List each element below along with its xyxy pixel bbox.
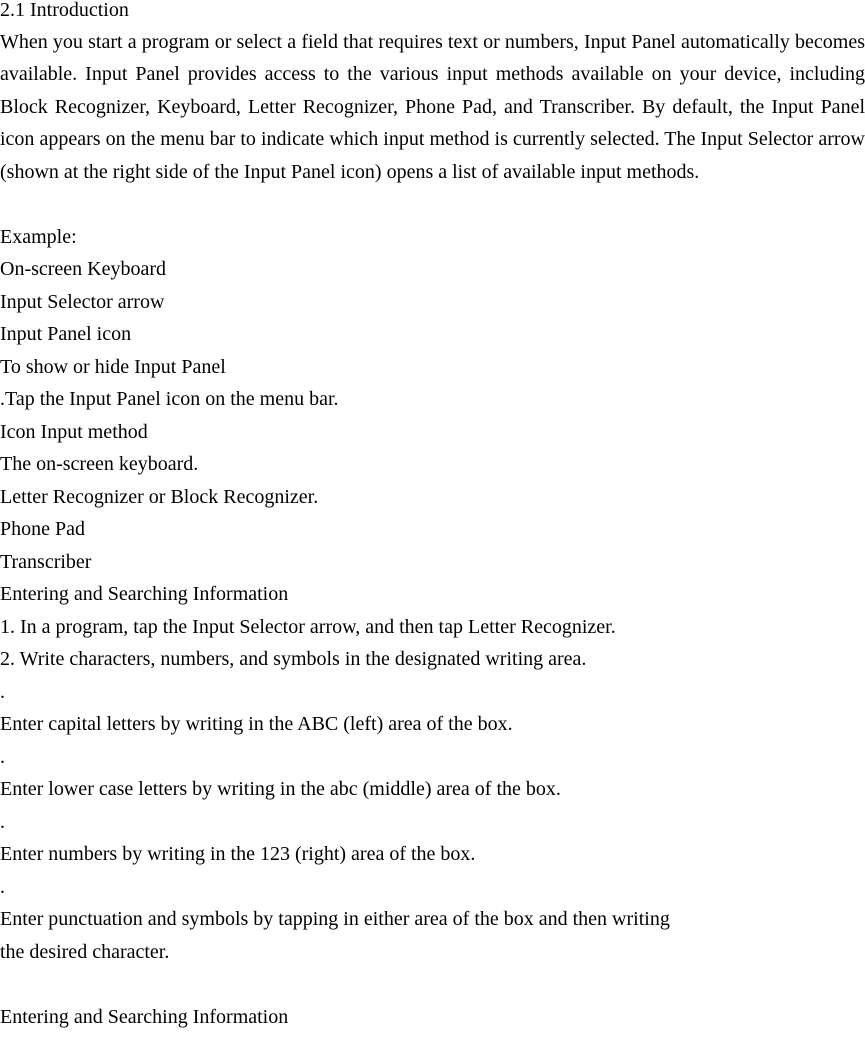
text-line-show-hide-heading: To show or hide Input Panel — [0, 355, 226, 378]
text-line-tap-instruction: .Tap the Input Panel icon on the menu bar. — [0, 388, 339, 410]
text-line-onscreen-keyboard: On-screen Keyboard — [0, 258, 167, 280]
text-line-phone-pad: Phone Pad — [0, 518, 85, 540]
intro-paragraph: When you start a program or select a field that requires text or numbers, Input Panel automatically becomes available. Input Panel provides access to the various input methods available on your device, including Block Recognizer, Keyboard, Letter Recognizer, Phone Pad, and Transcriber. By default, the Input Panel icon appears on the menu bar to indicate which input method is currently selected. The Input Selector arrow (shown at the right side of the Input Panel icon) opens a list of available input methods. — [0, 30, 865, 183]
step-2: 2. Write characters, numbers, and symbols in the designated writing area. — [0, 648, 587, 670]
text-line-lower-case: Enter lower case letters by writing in the abc (middle) area of the box. — [0, 778, 561, 800]
text-line-input-selector-arrow: Input Selector arrow — [0, 290, 165, 313]
text-line-punctuation: Enter punctuation and symbols by tapping in either area of the box and then writing — [0, 908, 670, 930]
text-line-recognizer-desc: Letter Recognizer or Block Recognizer. — [0, 485, 319, 508]
bullet-marker: . — [0, 745, 5, 768]
section-title: 2.1 Introduction — [0, 0, 129, 21]
text-line-capital-letters: Enter capital letters by writing in the ABC (left) area of the box. — [0, 713, 513, 735]
text-line-numbers: Enter numbers by writing in the 123 (right) area of the box. — [0, 843, 476, 865]
blank-line — [0, 968, 865, 1001]
step-1: 1. In a program, tap the Input Selector arrow, and then tap Letter Recognizer. — [0, 615, 616, 638]
text-line-input-panel-icon: Input Panel icon — [0, 323, 132, 345]
bullet-marker: . — [0, 810, 5, 833]
footer-heading: Entering and Searching Information — [0, 1005, 289, 1028]
bullet-marker: . — [0, 680, 5, 703]
example-label: Example: — [0, 225, 77, 248]
text-line-punctuation-cont: the desired character. — [0, 940, 170, 963]
bullet-marker: . — [0, 875, 5, 898]
blank-line — [0, 188, 865, 221]
subsection-heading: Entering and Searching Information — [0, 583, 289, 605]
text-line-transcriber: Transcriber — [0, 550, 92, 573]
text-line-icon-input-method: Icon Input method — [0, 420, 148, 443]
text-line-onscreen-keyboard-desc: The on-screen keyboard. — [0, 453, 199, 475]
